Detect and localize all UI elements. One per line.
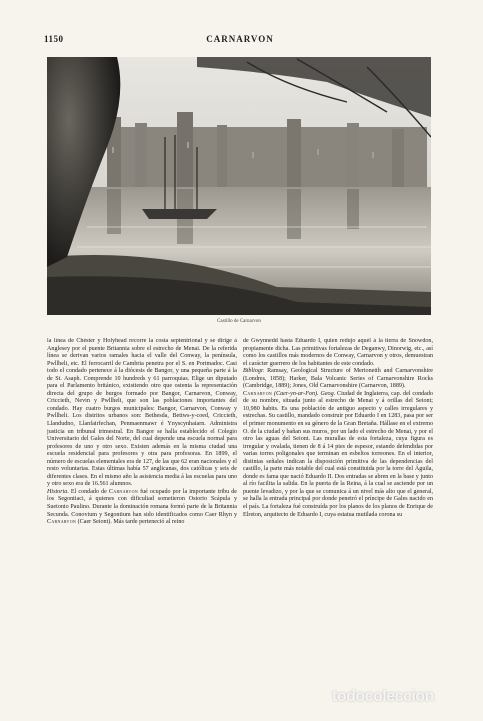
watermark: todocoleccion [332,688,434,705]
paragraph [47,489,237,527]
inline-text: fué ocupado por la importante tribu de los Segontiaci, á quienes con dificultad sometieron Ostorio Scápula y Suetonio Paulino. Durante la dominación romana formó parte de la Britannia Secunda. Conovium y Segontium han sido identificados como Caer Rhyn y [47,488,237,518]
entry-title: Carnarvon [243,390,273,397]
paragraph [243,391,433,519]
left-column [47,338,237,710]
paragraph [243,368,433,391]
figure-caption: Castillo de Carnarvon [217,319,261,324]
inline-text: (Caer Seiont). Más tarde perteneció al reino [77,519,185,526]
running-head [44,34,436,48]
page-number: 1150 [44,34,64,44]
castle-photo-icon [47,57,431,315]
inline-name: Carnarvon [47,519,77,526]
inline-text: El condado de [70,488,107,495]
running-title: CARNARVON [206,34,274,44]
paragraph: de Gwynnedd hasta Eduardo I, quien redujo aquél á la tierra de Snowdon, propiamente dicha. Las primitivas fortalezas de Deganwy, Dinorwig, etc., así como los castillos más modernos de Conway, Carnarvon y otros, demuestran el carácter guerrero de los habitantes de este condado. [243,338,433,367]
castle-photograph [47,57,431,315]
paragraph: la línea de Chéster y Holyhead recorre la costa septentrional y se dirige á Anglesey por el puente Britannia sobre el estrecho de Menai. De la referida línea se derivan varios ramales hacia el valle del Conway, la península, Pwllheli, etc. El ferrocarril de Cambria penetra por el S. en Portmadoc. Casi todo el condado pertenece á la diócesis de Bangor, y una pequeña parte á la de St. Asaph. Comprende 10 hundreds y 61 parroquias. Elige un diputado para el Parlamento británico, existiendo otro que ostenta la representación directa del grupo de burgos formado por Bangor, Carnarvon, Conway, Criccieth, Nevin y Pwllheli, que son las poblaciones importantes del condado. Hay cuatro burgos municipales: Bangor, Carnarvon, Conway y Pwllheli. Los distritos urbanos son: Bethesda, Bettws-y-coed, Criccieth, Llandudno, Llanfairfechan, Penmaenmawr é Ynyscynhaiarn. Administra justicia un tribunal trimestral. En Bangor se halla establecido el Colegio Universitario del Gales del Norte, del cual depende una escuela normal para profesores de uno y otro sexo. Existen además en la misma ciudad una escuela residencial para profesores y otra para profesoras. En 1899, el número de escuelas elementales era de 127, de las que 62 eran nacionales y el resto voluntarias. Estas últimas había 57 anglicanas, dos católicas y seis de diferentes clases. En el mismo año la asistencia media á las escuelas para uno y otro sexo era de 16.561 alumnos. [47,338,237,488]
bibliography-text: Ramsay, Geological Structure of Merionetth and Carnarvonshire (Londres, 1858); Harker, Bala Volcanic Series of Carnarvonshire Rocks (Cambridge, 1889); Jones, Old Carnarvonshire (Carnarvon, 1889). [243,368,433,390]
entry-original-name: (Caer-yn-ar-Fon). [273,390,319,397]
section-label-history: Historia. [47,488,69,495]
entry-text: Ciudad de Inglaterra, cap. del condado de su nombre, situada junto al estrecho de Menai y á orillas del Seiont; 10,980 habits. Es una población de antiguo aspecto y calles irregulares y estrechas. Su castillo, mandado construir por Eduardo I en 1283, pasa por ser el primer monumento en su género de la Gran Bretaña. Hállase en el extremo O. de la ciudad y bañan sus muros, por un lado el estrecho de Menai, y por el otro las aguas del Seiont. Las murallas de esta fortaleza, cuya figura es irregular y ovalada, tienen de 8 á 14 pies de espesor, estando defendidas por varias torres poligonales que terminan en esbeltos torreones. En el interior, distintas señales indican la disposición primitiva de las dependencias del castillo, la parte más notable del cual está constituida por la torre del Águila, donde es fama que nació Eduardo II. Dos entradas se abren en la base y junto al río facilita la salida. En la puerta de la Reina, á la cual se asciende por un puente levadizo, y por la que se comunica á un nivel más alto que el general, se halla la entrada principal por donde penetró el príncipe de Gales nacido en el país. La fortaleza fué construída por los planos de los planos de Enrique de Elreton, arquitecto de Eduardo I, cuya estatua mutilada corona su [243,390,433,518]
inline-name: Carnarvon [108,488,139,495]
section-label-bibliography: Bibliogr. [243,368,265,375]
section-label-geography: Geog. [320,390,336,397]
right-column [243,338,433,710]
